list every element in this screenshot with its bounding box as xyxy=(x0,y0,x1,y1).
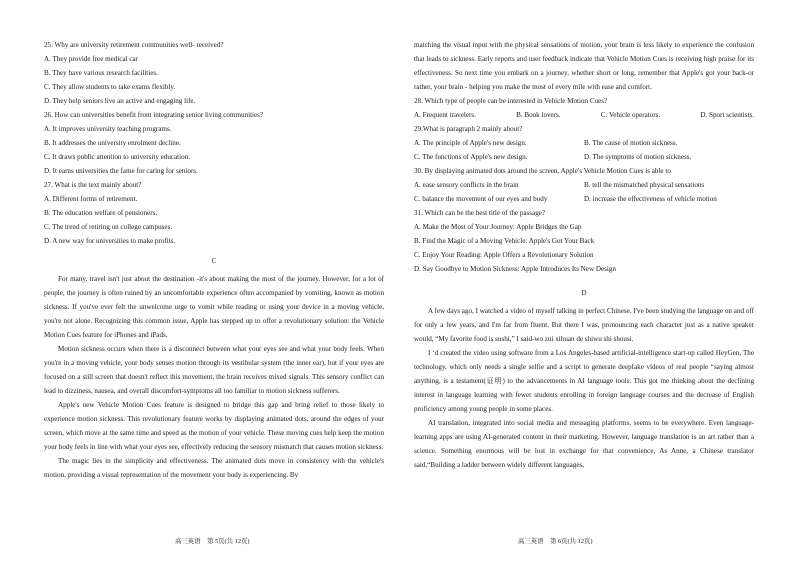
question-29-option-c: C. The functions of Apple's new design. xyxy=(414,153,528,161)
question-29-options-row-1 xyxy=(414,136,754,150)
question-30-option-d: D. increase the effectiveness of vehicle motion xyxy=(584,195,717,203)
question-27-option-c: C. The trend of retiring on college campuses. xyxy=(44,223,173,231)
question-28-option-a: A. Frequent travelers. xyxy=(414,111,476,119)
right-column xyxy=(414,38,754,472)
question-31-option-c: C. Enjoy Your Reading: Apple Offers a Revolutionary Solution xyxy=(414,251,594,259)
question-26-option-b: B. It addresses the university enrolment decline. xyxy=(44,139,181,147)
page-footer-right: 高三英语 第 6页(共 12页) xyxy=(518,538,593,545)
question-25-option-d: D. They help seniors live an active and engaging life. xyxy=(44,97,196,105)
question-30-option-a: A. ease sensory conflicts in the brain xyxy=(414,181,519,189)
section-d-heading: D xyxy=(581,289,587,297)
passage-d-paragraph-1: A few days ago, I watched a video of myself talking in perfect Chinese. I've been studying the language on and off for only a few years, and I'm far from fluent. But there I was, pronouncing each character just as a native speaker would, “My favorite food is sushi,” I said-wo zui xihuan de shiwu shi shousi. xyxy=(414,307,754,343)
passage-c-paragraph-1: For many, travel isn't just about the destination -it's about making the most of the journey. However, for a lot of people, the journey is often ruined by an uncomfortable experience often accompanied by vomiting, known as motion sickness. If you've ever felt the unwelcome urge to vomit while reading or using your device in a moving vehicle, you're not alone. Recognizing this common issue, Apple has stepped up to offer a revolutionary solution: the Vehicle Motion Cues feature for iPhones and iPads. xyxy=(44,275,384,339)
question-28-option-c: C. Vehicle operators. xyxy=(600,111,661,119)
question-31-option-b: B. Find the Magic of a Moving Vehicle: Apple's Got Your Back xyxy=(414,237,595,245)
section-c-heading: C xyxy=(211,257,217,265)
passage-d-paragraph-3: AI translation, integrated into social media and messaging platforms, seems to be everywhere. Even language-learning apps are using AI-generated content in their marketing. However, language translation is an art rather than a science. Something enormous will be lost in exchange for that convenience, As Anne, a Chinese translator said,“Building a ladder between widely different languages, xyxy=(414,419,754,469)
question-25-option-b: B. They have various research facilities. xyxy=(44,69,158,77)
question-30-stem: 30. By displaying animated dots around the screen, Apple's Vehicle Motion Cues is able to xyxy=(414,167,671,175)
question-25-option-c: C. They allow students to take exams flexibly. xyxy=(44,83,176,91)
question-28-options xyxy=(414,108,754,122)
question-27-option-b: B. The education welfare of pensioners. xyxy=(44,209,158,217)
question-26-stem: 26. How can universities benefit from integrating senior living communities? xyxy=(44,111,264,119)
left-column xyxy=(44,38,384,482)
page-footer-left: 高三英语 第 5页(共 12页) xyxy=(175,538,250,545)
question-28-option-d: D. Sport scientists. xyxy=(700,111,754,119)
question-25-option-a: A. They provide free medical car xyxy=(44,55,139,63)
question-30-options-row-2 xyxy=(414,192,754,206)
question-30-option-c: C. balance the movement of our eyes and body xyxy=(414,195,548,203)
passage-d-paragraph-2: I ‘d created the video using software from a Los Angeles-based artificial-intelligence start-up called HeyGen, The technology, which only needs a single selfie and a script to generate deepfake videos of real people “saying almost anything, is a testament(证明) to the advancements in AI language tools. This got me thinking about the declining interest in language learning with fewer students enrolling in foreign language courses and the decrease of English proficiency among young people in some places. xyxy=(414,349,754,413)
question-25-stem: 25. Why are university retirement communities well- received? xyxy=(44,41,224,49)
passage-c-continuation: matching the visual input with the physical sensations of motion, your brain is less likely to experience the confusion that leads to sickness. Early reports and user feedback indicate that Vehicle Motion Cues is receiving high praise for its effectiveness. So next time you embark on a journey, whether short or long, remember that Apple's got your back-or rather, your brain - helping you make the most of every mile with ease and comfort. xyxy=(414,41,754,91)
question-31-option-a: A. Make the Most of Your Journey: Apple Bridges the Gap xyxy=(414,223,582,231)
question-28-stem: 28. Which type of people can be interested in Vehicle Motion Cues? xyxy=(414,97,608,105)
question-29-option-a: A. The principle of Apple's new design. xyxy=(414,139,527,147)
question-29-option-d: D. The symptoms of motion sickness. xyxy=(584,153,692,161)
question-28-option-b: B. Book lovers. xyxy=(516,111,561,119)
question-30-option-b: B. tell the mismatched physical sensations xyxy=(584,181,705,189)
question-31-stem: 31. Which can be the best title of the passage? xyxy=(414,209,546,217)
question-26-option-a: A. It improves university teaching programs. xyxy=(44,125,172,133)
question-27-stem: 27. What is the text mainly about? xyxy=(44,181,142,189)
passage-c-paragraph-4: The magic lies in the simplicity and effectiveness. The animated dots move in consistency with the vehicle's motion, providing a visual representation of the movement your body is experiencing. By xyxy=(44,457,384,479)
question-26-option-c: C. It draws public attention to university education. xyxy=(44,153,190,161)
question-27-option-a: A. Different forms of retirement. xyxy=(44,195,138,203)
question-26-option-d: D. It earns universities the fame for caring for seniors. xyxy=(44,167,198,175)
question-29-option-b: B. The cause of motion sickness. xyxy=(584,139,678,147)
passage-c-paragraph-3: Apple's new Vehicle Motion Cues feature is designed to bridge this gap and bring relief to those likely to experience motion sickness. This revolutionary feature works by displaying animated dots, around the edges of your screen, which move at the same time and speed as the motion of your vehicle. These moving cues help keep the motion your body feels in line with what your eyes see, effectively reducing the sensory mismatch that causes motion sickness. xyxy=(44,401,384,451)
question-29-options-row-2 xyxy=(414,150,754,164)
question-31-option-d: D. Say Goodbye to Motion Sickness: Apple Introduces Its New Design xyxy=(414,265,616,273)
question-27-option-d: D. A new way for universities to make profits. xyxy=(44,237,176,245)
passage-c-paragraph-2: Motion sickness occurs when there is a disconnect between what your eyes see and what your body feels. When you're in a moving vehicle, your body senses motion through its vestibular system (the inner ear), but if your eyes are focused on a still screen that doesn't reflect this movement, the brain receives mixed signals. This sensory conflict can lead to dizziness, nausea, and overall discomfort-symptoms all too familiar to motion sickness sufferers. xyxy=(44,345,384,395)
question-30-options-row-1 xyxy=(414,178,754,192)
question-29-stem: 29.What is paragraph 2 mainly about? xyxy=(414,125,523,133)
